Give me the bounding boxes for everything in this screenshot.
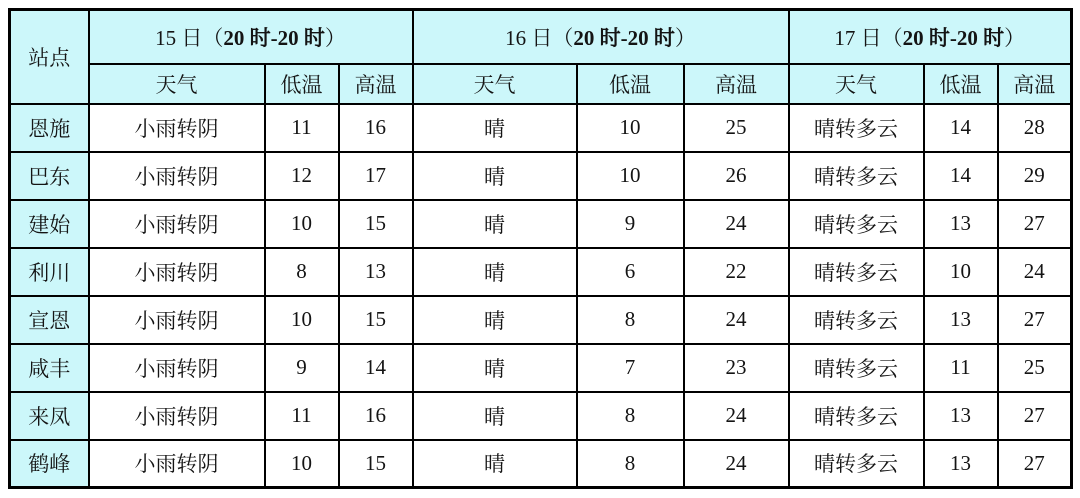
weather-cell: 小雨转阴 (89, 248, 265, 296)
table-row (10, 296, 1072, 344)
weather-forecast-table (8, 8, 1073, 489)
day-16-label-period: 20 时-20 时 (573, 25, 675, 50)
station-name: 巴东 (10, 152, 89, 200)
weather-subheader-15: 天气 (89, 64, 265, 104)
high-temp-cell: 24 (998, 248, 1072, 296)
day-15-label-pre: 15 日（ (155, 25, 224, 50)
high-temp-cell: 27 (998, 296, 1072, 344)
high-temp-cell: 16 (339, 104, 413, 152)
low-temp-cell: 13 (924, 392, 998, 440)
header-row-subcolumns (10, 64, 1072, 104)
station-name: 咸丰 (10, 344, 89, 392)
weather-cell: 晴 (413, 296, 577, 344)
day-header-17 (789, 10, 1072, 64)
weather-cell: 晴转多云 (789, 200, 924, 248)
low-temp-cell: 11 (265, 392, 339, 440)
high-temp-cell: 25 (684, 104, 789, 152)
weather-cell: 晴转多云 (789, 248, 924, 296)
day-header-16 (413, 10, 789, 64)
weather-cell: 小雨转阴 (89, 440, 265, 488)
table-row (10, 392, 1072, 440)
high-temp-cell: 15 (339, 296, 413, 344)
day-header-15 (89, 10, 413, 64)
low-temp-cell: 10 (265, 200, 339, 248)
weather-cell: 晴 (413, 200, 577, 248)
high-temp-cell: 27 (998, 440, 1072, 488)
day-16-label-post: ） (674, 25, 696, 50)
low-temp-cell: 7 (577, 344, 684, 392)
high-temp-cell: 24 (684, 296, 789, 344)
low-temp-cell: 13 (924, 440, 998, 488)
low-subheader-16: 低温 (577, 64, 684, 104)
high-temp-cell: 22 (684, 248, 789, 296)
day-17-label-post: ） (1004, 25, 1026, 50)
table-row (10, 200, 1072, 248)
day-16-label-pre: 16 日（ (505, 25, 574, 50)
table-row (10, 248, 1072, 296)
station-name: 利川 (10, 248, 89, 296)
weather-cell: 晴 (413, 248, 577, 296)
high-temp-cell: 23 (684, 344, 789, 392)
weather-cell: 晴转多云 (789, 440, 924, 488)
low-temp-cell: 10 (577, 152, 684, 200)
weather-cell: 晴 (413, 104, 577, 152)
low-subheader-17: 低温 (924, 64, 998, 104)
weather-subheader-16: 天气 (413, 64, 577, 104)
high-temp-cell: 28 (998, 104, 1072, 152)
low-temp-cell: 10 (265, 440, 339, 488)
low-temp-cell: 13 (924, 200, 998, 248)
low-temp-cell: 14 (924, 152, 998, 200)
high-temp-cell: 24 (684, 440, 789, 488)
weather-cell: 晴转多云 (789, 392, 924, 440)
weather-cell: 晴转多云 (789, 104, 924, 152)
weather-cell: 晴转多云 (789, 296, 924, 344)
weather-cell: 晴 (413, 392, 577, 440)
high-temp-cell: 27 (998, 392, 1072, 440)
high-temp-cell: 17 (339, 152, 413, 200)
high-subheader-17: 高温 (998, 64, 1072, 104)
high-subheader-16: 高温 (684, 64, 789, 104)
low-subheader-15: 低温 (265, 64, 339, 104)
weather-cell: 小雨转阴 (89, 344, 265, 392)
header-row-days (10, 10, 1072, 64)
low-temp-cell: 11 (265, 104, 339, 152)
high-temp-cell: 24 (684, 392, 789, 440)
weather-cell: 小雨转阴 (89, 200, 265, 248)
high-temp-cell: 24 (684, 200, 789, 248)
high-subheader-15: 高温 (339, 64, 413, 104)
weather-cell: 小雨转阴 (89, 392, 265, 440)
weather-subheader-17: 天气 (789, 64, 924, 104)
weather-cell: 晴 (413, 440, 577, 488)
weather-cell: 小雨转阴 (89, 296, 265, 344)
day-17-label-pre: 17 日（ (834, 25, 903, 50)
station-name: 建始 (10, 200, 89, 248)
low-temp-cell: 10 (924, 248, 998, 296)
station-name: 恩施 (10, 104, 89, 152)
weather-cell: 小雨转阴 (89, 152, 265, 200)
low-temp-cell: 8 (577, 440, 684, 488)
high-temp-cell: 27 (998, 200, 1072, 248)
high-temp-cell: 14 (339, 344, 413, 392)
high-temp-cell: 13 (339, 248, 413, 296)
day-15-label-post: ） (324, 25, 346, 50)
table-row (10, 344, 1072, 392)
weather-cell: 晴转多云 (789, 152, 924, 200)
table-row (10, 440, 1072, 488)
high-temp-cell: 15 (339, 200, 413, 248)
low-temp-cell: 9 (577, 200, 684, 248)
table-row (10, 104, 1072, 152)
day-15-label-period: 20 时-20 时 (223, 25, 325, 50)
low-temp-cell: 10 (577, 104, 684, 152)
weather-cell: 小雨转阴 (89, 104, 265, 152)
low-temp-cell: 12 (265, 152, 339, 200)
table-row (10, 152, 1072, 200)
low-temp-cell: 14 (924, 104, 998, 152)
low-temp-cell: 8 (577, 296, 684, 344)
station-name: 鹤峰 (10, 440, 89, 488)
high-temp-cell: 25 (998, 344, 1072, 392)
low-temp-cell: 9 (265, 344, 339, 392)
weather-cell: 晴转多云 (789, 344, 924, 392)
low-temp-cell: 6 (577, 248, 684, 296)
high-temp-cell: 26 (684, 152, 789, 200)
low-temp-cell: 8 (265, 248, 339, 296)
station-column-header: 站点 (10, 10, 89, 104)
station-name: 宣恩 (10, 296, 89, 344)
high-temp-cell: 29 (998, 152, 1072, 200)
low-temp-cell: 8 (577, 392, 684, 440)
low-temp-cell: 10 (265, 296, 339, 344)
day-17-label-period: 20 时-20 时 (902, 25, 1005, 50)
low-temp-cell: 13 (924, 296, 998, 344)
low-temp-cell: 11 (924, 344, 998, 392)
weather-cell: 晴 (413, 152, 577, 200)
high-temp-cell: 16 (339, 392, 413, 440)
weather-cell: 晴 (413, 344, 577, 392)
station-name: 来凤 (10, 392, 89, 440)
high-temp-cell: 15 (339, 440, 413, 488)
